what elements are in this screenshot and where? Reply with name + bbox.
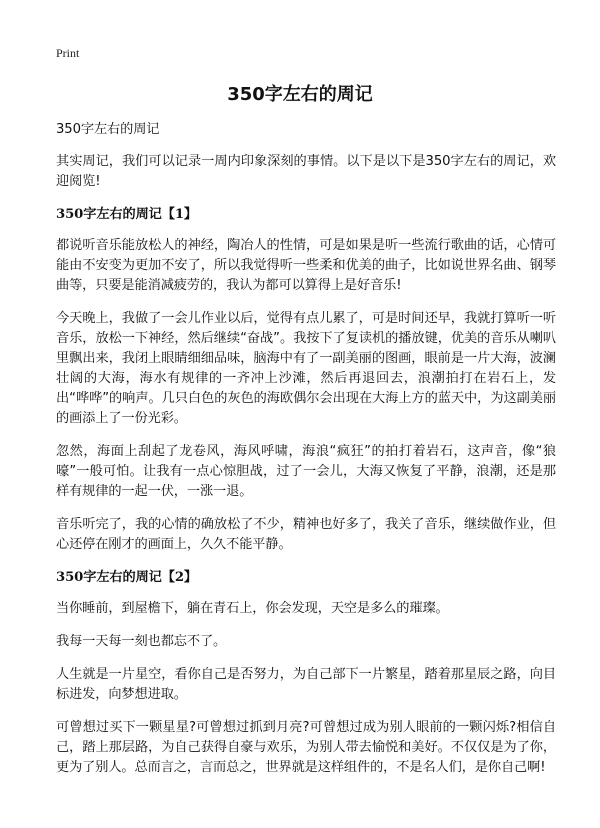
section-heading-2: 350字左右的周记【2】 [56, 570, 198, 585]
page-title: 350字左右的周记 [227, 84, 373, 105]
print-link[interactable]: Print [56, 46, 80, 60]
paragraph: 今天晚上，我做了一会儿作业以后，觉得有点儿累了，可是时间还早，我就打算听一听音乐，放松一下神经，然后继续“奋战”。我按下了复读机的播放键，优美的音乐从喇叭里飘出来，我闭上眼睛细细品味，脑海中有了一副美丽的图画，眼前是一片大海，波澜壮阔的大海，海水有规律的一齐冲上沙滩，然后再退回去，浪潮拍打在岩石上，发出“哗哗”的响声。几只白色的灰色的海欧偶尔会出现在大海上方的蓝天中，为这副美丽的画添上了一份光彩。 [56, 311, 556, 426]
article-subtitle: 350字左右的周记 [56, 122, 160, 137]
paragraph: 当你睡前，到屋檐下，躺在青石上，你会发现，天空是多么的璀璨。 [56, 601, 449, 616]
paragraph: 我每一天每一刻也都忘不了。 [56, 634, 227, 649]
paragraph: 可曾想过买下一颗星星?可曾想过抓到月亮?可曾想过成为别人眼前的一颗闪烁?相信自己，踏上那层路，为自己获得自豪与欢乐，为别人带去愉悦和美好。不仅仅是为了你，更为了别人。总而言之，言而总之，世界就是这样组件的，不是名人们，是你自己啊! [56, 720, 556, 775]
section-heading-1: 350字左右的周记【1】 [56, 207, 198, 222]
paragraph: 忽然，海面上刮起了龙卷风，海风呼啸，海浪“疯狂”的拍打着岩石，这声音，像“狼嚎”一般可怕。让我有一点心惊胆战，过了一会儿，大海又恢复了平静，浪潮，还是那样有规律的一起一伏，一涨一退。 [56, 444, 556, 499]
paragraph: 音乐听完了，我的心情的确放松了不少，精神也好多了，我关了音乐，继续做作业，但心还停在刚才的画面上，久久不能平静。 [56, 517, 556, 552]
paragraph: 都说听音乐能放松人的神经，陶冶人的性情，可是如果是听一些流行歌曲的话，心情可能由不安变为更加不安了，所以我觉得听一些柔和优美的曲子，比如说世界名曲、钢琴曲等，只要是能消减疲劳的，我认为都可以算得上是好音乐! [56, 238, 556, 293]
article-intro: 其实周记，我们可以记录一周内印象深刻的事情。以下是以下是350字左右的周记，欢迎阅览! [56, 154, 556, 189]
paragraph: 人生就是一片星空，看你自己是否努力，为自己部下一片繁星，踏着那星辰之路，向目标进发，向梦想进取。 [56, 667, 556, 702]
article-body [56, 120, 556, 791]
